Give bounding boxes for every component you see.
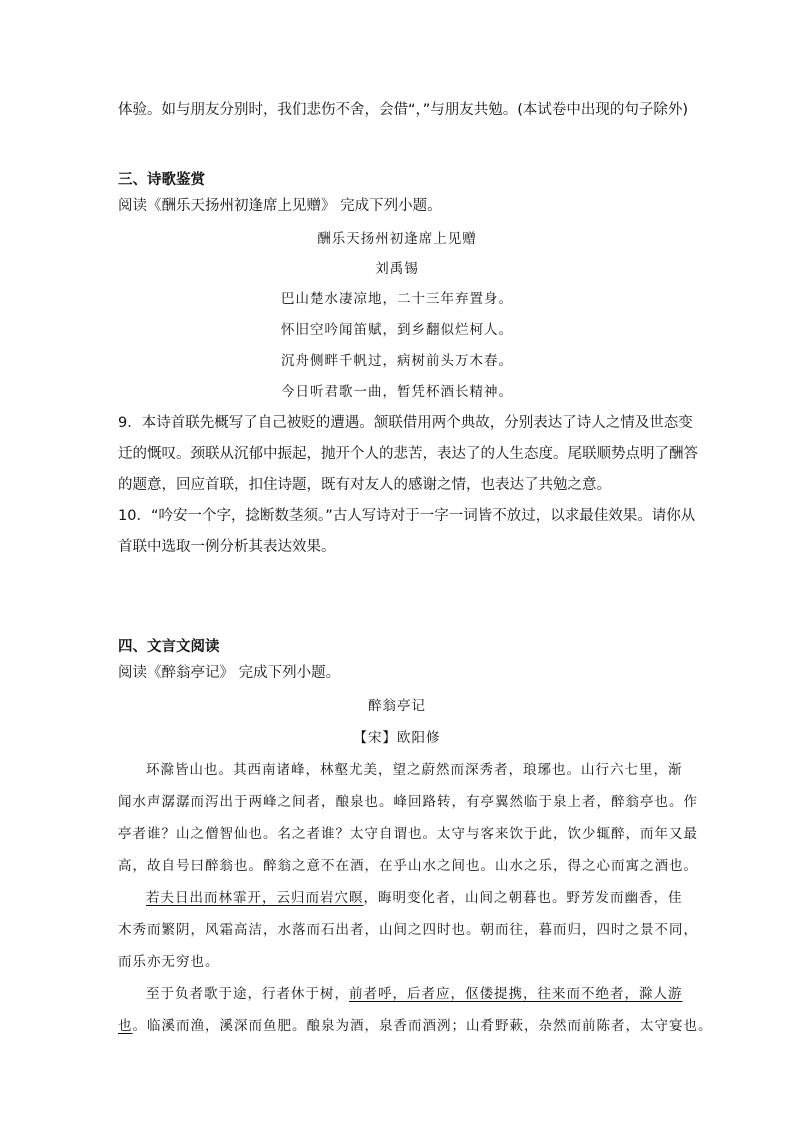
essay-p3-line-1-plain: 至于负者歌于途，行者休于树，	[146, 986, 349, 1002]
essay-p2-line-1-rest: ，晦明变化者，山间之朝暮也。野芳发而幽香，佳	[363, 890, 683, 906]
q9-line-3: 的题意，回应首联，扣住诗题，既有对友人的感谢之情，也表达了共勉之意。	[118, 477, 611, 493]
essay-p3-line-1	[146, 984, 683, 1004]
q10-line-2: 首联中选取一例分析其表达效果。	[118, 539, 336, 555]
poem-line-4: 今日听君歌一曲，暂凭杯酒长精神。	[281, 384, 513, 400]
essay-p2-line-3: 而乐亦无穷也。	[118, 954, 220, 970]
section3-heading: 三、诗歌鉴赏	[118, 172, 205, 188]
section4-heading: 四、文言文阅读	[118, 639, 220, 655]
essay-p2-line-1	[146, 888, 683, 908]
essay-p1-line-1: 环滁皆山也。其西南诸峰，林壑尤美，望之蔚然而深秀者，琅琊也。山行六七里，渐	[146, 762, 683, 778]
poem-line-1: 巴山楚水凄凉地，二十三年弃置身。	[281, 291, 513, 307]
essay-author: 【宋】欧阳修	[353, 730, 441, 746]
essay-p1-line-2: 闻水声潺潺而泻出于两峰之间者，酿泉也。峰回路转，有亭翼然临于泉上者，醉翁亭也。作	[118, 794, 698, 810]
underlined-sentence-2-end: 也	[118, 1018, 133, 1034]
q10-line-1: 10．“吟安一个字，捻断数茎须。”古人写诗对于一字一词皆不放过，以求最佳效果。请你从	[118, 508, 696, 524]
poem-line-3: 沉舟侧畔千帆过，病树前头万木春。	[281, 353, 513, 369]
q9-line-1: 9．本诗首联先概写了自己被贬的遭遇。颔联借用两个典故，分别表达了诗人之情及世态变	[118, 415, 693, 431]
essay-title: 醉翁亭记	[368, 698, 426, 714]
poem-line-2: 怀旧空吟闻笛赋，到乡翻似烂柯人。	[281, 322, 513, 338]
essay-p3-line-2-rest: 。临溪而渔，溪深而鱼肥。酿泉为酒，泉香而酒洌；山肴野蔌，杂然而前陈者，太守宴也。	[132, 1018, 713, 1034]
underlined-sentence-2: 前者呼，后者应，伛偻提携，往来而不绝者，滁人游	[349, 986, 683, 1002]
essay-p1-line-3: 亭者谁？山之僧智仙也。名之者谁？太守自谓也。太守与客来饮于此，饮少辄醉，而年又最	[118, 826, 698, 842]
q9-line-2: 迁的慨叹。颈联从沉郁中振起，抛开个人的悲苦，表达了的人生态度。尾联顺势点明了酬答	[118, 446, 698, 462]
top-text-line: 体验。如与朋友分别时，我们悲伤不舍，会借“，”与朋友共勉。(本试卷中出现的句子除外)	[118, 102, 689, 118]
section3-intro: 阅读《酬乐天扬州初逢席上见赠》 完成下列小题。	[118, 198, 442, 214]
poem-author: 刘禹锡	[375, 261, 419, 277]
underlined-sentence: 若夫日出而林霏开，云归而岩穴暝	[146, 890, 364, 906]
essay-p3-line-2	[118, 1016, 713, 1036]
poem-title: 酬乐天扬州初逢席上见赠	[317, 231, 477, 247]
section4-intro: 阅读《醉翁亭记》 完成下列小题。	[118, 665, 341, 681]
essay-p2-line-2: 木秀而繁阴，风霜高洁，水落而石出者，山间之四时也。朝而往，暮而归，四时之景不同，	[118, 922, 698, 938]
essay-p1-line-4: 高，故自号曰醉翁也。醉翁之意不在酒，在乎山水之间也。山水之乐，得之心而寓之酒也。	[118, 858, 698, 874]
